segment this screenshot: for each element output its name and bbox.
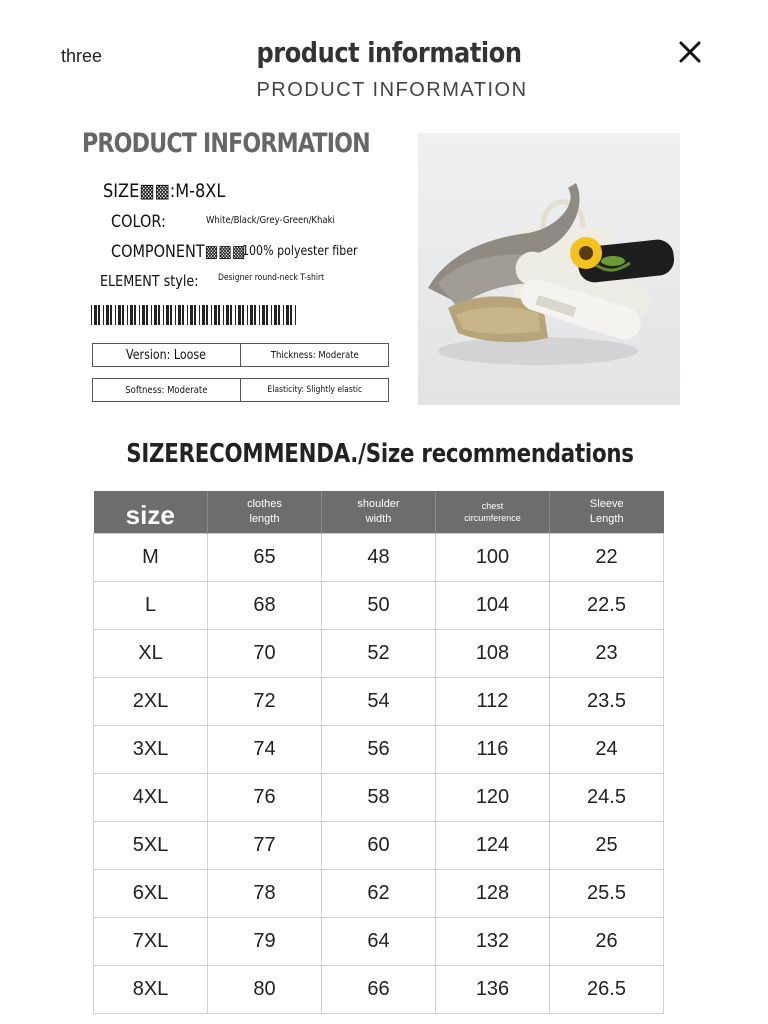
cell-sleeve-length: 24.5 (550, 774, 664, 822)
spec-element-value: Designer round-neck T-shirt (218, 273, 325, 283)
cell-chest-circumference: 120 (436, 774, 550, 822)
table-row (94, 966, 664, 1014)
size-table-header-row (94, 491, 664, 534)
cell-chest-circumference: 100 (436, 534, 550, 582)
cell-size: M (94, 534, 208, 582)
table-row (94, 870, 664, 918)
table-row (94, 582, 664, 630)
close-button[interactable] (676, 38, 704, 66)
table-row (94, 822, 664, 870)
spec-color (111, 212, 391, 232)
cell-size: 3XL (94, 726, 208, 774)
spec-component-value: 100% polyester fiber (242, 244, 358, 259)
attribute-version: Version: Loose (92, 343, 241, 367)
cell-sleeve-length: 24 (550, 726, 664, 774)
spec-size (103, 180, 247, 202)
cell-clothes-length: 68 (208, 582, 322, 630)
product-photo (418, 133, 680, 405)
cell-sleeve-length: 26.5 (550, 966, 664, 1014)
spec-element-label: ELEMENT style: (100, 272, 199, 290)
cell-sleeve-length: 25 (550, 822, 664, 870)
size-table-body (94, 534, 664, 1014)
cell-sleeve-length: 26 (550, 918, 664, 966)
header-size: size (94, 491, 208, 534)
cell-chest-circumference: 136 (436, 966, 550, 1014)
close-icon (676, 38, 704, 66)
cell-shoulder-width: 56 (322, 726, 436, 774)
page-title: product information (256, 36, 522, 69)
cell-sleeve-length: 25.5 (550, 870, 664, 918)
barcode-image (91, 305, 299, 325)
cell-shoulder-width: 50 (322, 582, 436, 630)
cell-shoulder-width: 48 (322, 534, 436, 582)
table-row (94, 726, 664, 774)
header-clothes-length: clothes length (208, 491, 322, 534)
cell-size: 4XL (94, 774, 208, 822)
size-table (93, 491, 664, 1014)
cell-chest-circumference: 128 (436, 870, 550, 918)
table-row (94, 918, 664, 966)
cell-size: 8XL (94, 966, 208, 1014)
cell-clothes-length: 76 (208, 774, 322, 822)
cell-clothes-length: 79 (208, 918, 322, 966)
cell-sleeve-length: 23.5 (550, 678, 664, 726)
cell-clothes-length: 74 (208, 726, 322, 774)
cell-clothes-length: 77 (208, 822, 322, 870)
cell-chest-circumference: 104 (436, 582, 550, 630)
cell-shoulder-width: 64 (322, 918, 436, 966)
spec-element (100, 271, 390, 290)
cell-size: 5XL (94, 822, 208, 870)
cell-clothes-length: 78 (208, 870, 322, 918)
cell-shoulder-width: 54 (322, 678, 436, 726)
folded-tshirts-image (418, 133, 680, 405)
size-section-title: SIZERECOMMENDA./Size recommendations (126, 439, 634, 469)
attribute-thickness: Thickness: Moderate (240, 343, 389, 367)
header-sleeve-length: Sleeve Length (550, 491, 664, 534)
cell-size: XL (94, 630, 208, 678)
cell-chest-circumference: 132 (436, 918, 550, 966)
top-bar (0, 0, 768, 110)
cell-shoulder-width: 60 (322, 822, 436, 870)
header-chest-circumference: chest circumference (436, 491, 550, 534)
cell-chest-circumference: 112 (436, 678, 550, 726)
cell-clothes-length: 70 (208, 630, 322, 678)
spec-component-label: COMPONENT▩▩▩ (111, 242, 246, 262)
cell-chest-circumference: 116 (436, 726, 550, 774)
cell-size: L (94, 582, 208, 630)
cell-chest-circumference: 108 (436, 630, 550, 678)
table-row (94, 534, 664, 582)
cell-sleeve-length: 22 (550, 534, 664, 582)
cell-clothes-length: 65 (208, 534, 322, 582)
spec-size-label: SIZE▩▩:M-8XL (103, 180, 226, 202)
cell-size: 6XL (94, 870, 208, 918)
table-row (94, 774, 664, 822)
cell-size: 7XL (94, 918, 208, 966)
header-shoulder-width: shoulder width (322, 491, 436, 534)
cell-shoulder-width: 58 (322, 774, 436, 822)
spec-color-label: COLOR: (111, 212, 166, 232)
cell-shoulder-width: 62 (322, 870, 436, 918)
table-row (94, 630, 664, 678)
cell-shoulder-width: 66 (322, 966, 436, 1014)
table-row (94, 678, 664, 726)
page-subtitle: PRODUCT INFORMATION (256, 79, 528, 101)
cell-clothes-length: 80 (208, 966, 322, 1014)
cell-sleeve-length: 23 (550, 630, 664, 678)
cell-clothes-length: 72 (208, 678, 322, 726)
attribute-softness: Softness: Moderate (92, 378, 241, 402)
product-info-card (80, 128, 400, 418)
spec-component (111, 242, 391, 262)
attribute-elasticity: Elasticity: Slightly elastic (240, 378, 389, 402)
cell-size: 2XL (94, 678, 208, 726)
spec-color-value: White/Black/Grey-Green/Khaki (206, 215, 335, 226)
cell-chest-circumference: 124 (436, 822, 550, 870)
cell-sleeve-length: 22.5 (550, 582, 664, 630)
cell-shoulder-width: 52 (322, 630, 436, 678)
info-heading: PRODUCT INFORMATION (82, 128, 370, 159)
nav-left-label[interactable]: three (61, 46, 103, 66)
